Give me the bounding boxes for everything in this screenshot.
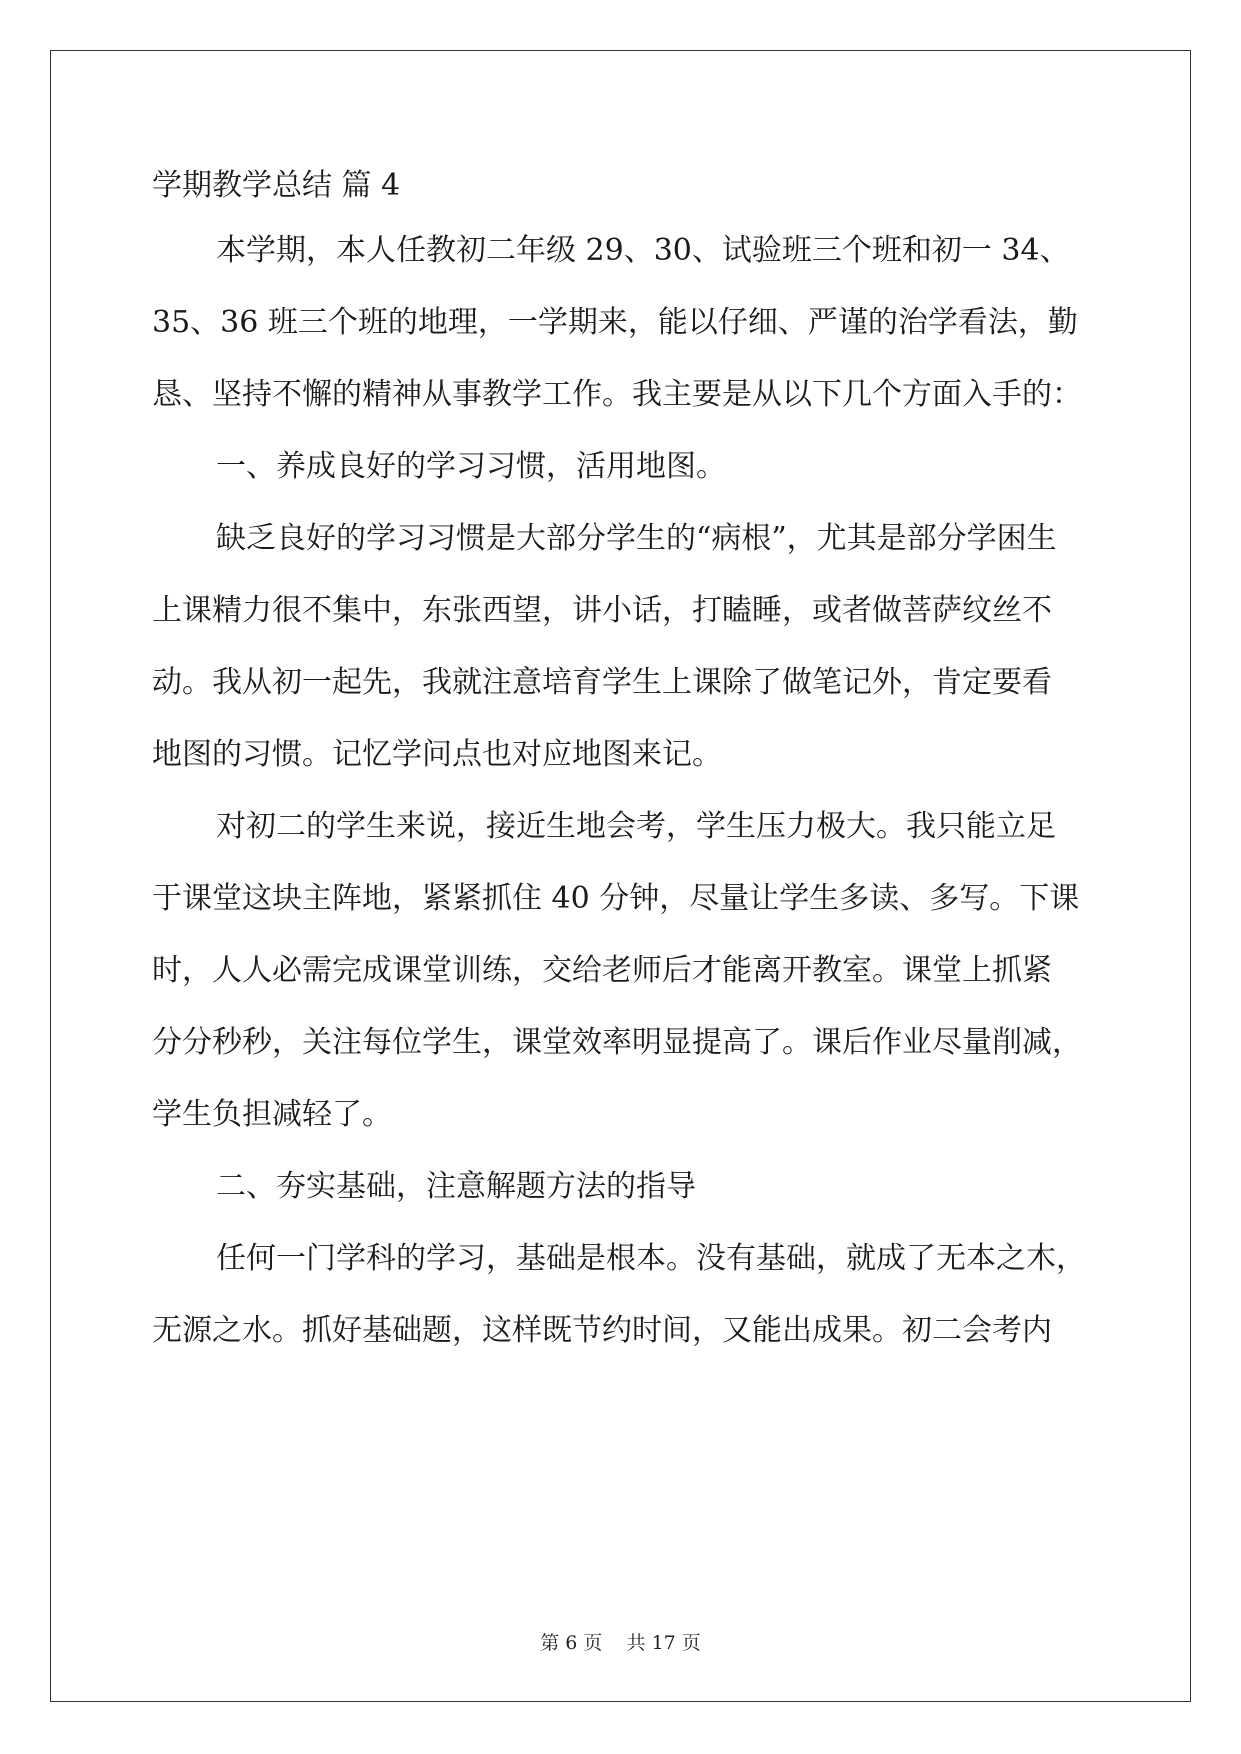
page-footer bbox=[0, 1628, 1241, 1655]
paragraph-line: 本学期，本人任教初二年级 29、30、试验班三个班和初一 34、 bbox=[216, 233, 1070, 268]
paragraph-line: 动。我从初一起先，我就注意培育学生上课除了做笔记外，肯定要看 bbox=[152, 665, 1052, 700]
total-pages: 共 17 页 bbox=[626, 1632, 701, 1654]
document-title: 学期教学总结 篇 4 bbox=[152, 168, 401, 203]
paragraph-line: 地图的习惯。记忆学问点也对应地图来记。 bbox=[152, 737, 722, 772]
paragraph-line: 35、36 班三个班的地理，一学期来，能以仔细、严谨的治学看法，勤 bbox=[152, 305, 1078, 340]
section-heading: 一、养成良好的学习习惯，活用地图。 bbox=[216, 449, 726, 484]
paragraph-line: 对初二的学生来说，接近生地会考，学生压力极大。我只能立足 bbox=[216, 809, 1056, 844]
paragraph-line: 恳、坚持不懈的精神从事教学工作。我主要是从以下几个方面入手的： bbox=[152, 377, 1082, 412]
paragraph-line: 分分秒秒，关注每位学生，课堂效率明显提高了。课后作业尽量削减， bbox=[152, 1025, 1082, 1060]
paragraph-line: 上课精力很不集中，东张西望，讲小话，打瞌睡，或者做菩萨纹丝不 bbox=[152, 593, 1052, 628]
page-number: 第 6 页 bbox=[540, 1632, 603, 1654]
paragraph-line: 缺乏良好的学习习惯是大部分学生的“病根”，尤其是部分学困生 bbox=[216, 521, 1057, 556]
paragraph-line: 无源之水。抓好基础题，这样既节约时间，又能出成果。初二会考内 bbox=[152, 1313, 1052, 1348]
section-heading: 二、夯实基础，注意解题方法的指导 bbox=[216, 1169, 696, 1204]
paragraph-line: 时，人人必需完成课堂训练，交给老师后才能离开教室。课堂上抓紧 bbox=[152, 953, 1052, 988]
paragraph-line: 学生负担减轻了。 bbox=[152, 1097, 392, 1132]
page-border bbox=[50, 50, 1191, 1702]
paragraph-line: 于课堂这块主阵地，紧紧抓住 40 分钟，尽量让学生多读、多写。下课 bbox=[152, 881, 1080, 916]
paragraph-line: 任何一门学科的学习，基础是根本。没有基础，就成了无本之木， bbox=[216, 1241, 1086, 1276]
